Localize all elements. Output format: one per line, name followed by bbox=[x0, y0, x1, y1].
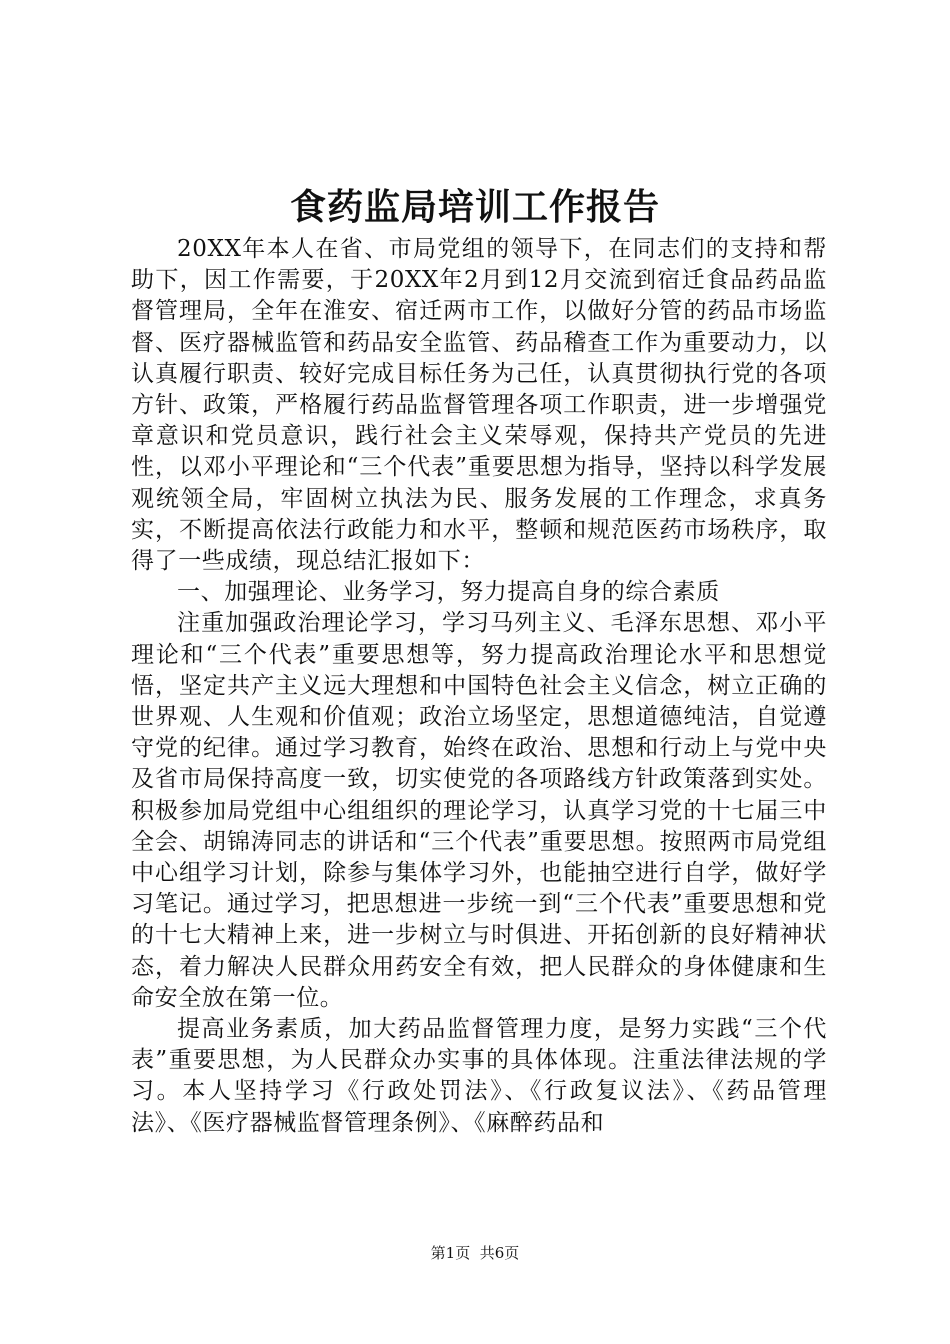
document-body bbox=[131, 234, 827, 1139]
document-title: 食药监局培训工作报告 bbox=[289, 186, 660, 228]
paragraph-political-study: 注重加强政治理论学习，学习马列主义、毛泽东思想、邓小平理论和“三个代表”重要思想等，努力提高政治理论水平和思想觉悟，坚定共产主义远大理想和中国特色社会主义信念，树立正确的世界观、人生观和价值观；政治立场坚定，思想道德纯洁，自觉遵守党的纪律。通过学习教育，始终在政治、思想和行动上与党中央及省市局保持高度一致，切实使党的各项路线方针政策落到实处。积极参加局党组中心组组织的理论学习，认真学习党的十七届三中全会、胡锦涛同志的讲话和“三个代表”重要思想。按照两市局党组中心组学习计划，除参与集体学习外，也能抽空进行自学，做好学习笔记。通过学习，把思想进一步统一到“三个代表”重要思想和党的十七大精神上来，进一步树立与时俱进、开拓创新的良好精神状态，着力解决人民群众用药安全有效，把人民群众的身体健康和生命安全放在第一位。 bbox=[131, 610, 827, 1011]
page-total: 共6页 bbox=[479, 1244, 520, 1262]
paragraph-intro: 20XX年本人在省、市局党组的领导下，在同志们的支持和帮助下，因工作需要，于20XX年2月到12月交流到宿迁食品药品监督管理局，全年在淮安、宿迁两市工作，以做好分管的药品市场监督、医疗器械监管和药品安全监管、药品稽查工作为重要动力，以认真履行职责、较好完成目标任务为己任，认真贯彻执行党的各项方针、政策，严格履行药品监督管理各项工作职责，进一步增强党章意识和党员意识，践行社会主义荣辱观，保持共产党员的先进性，以邓小平理论和“三个代表”重要思想为指导，坚持以科学发展观统领全局，牢固树立执法为民、服务发展的工作理念，求真务实，不断提高依法行政能力和水平，整顿和规范医药市场秩序，取得了一些成绩，现总结汇报如下： bbox=[131, 236, 827, 575]
section-heading-1: 一、加强理论、业务学习，努力提高自身的综合素质 bbox=[177, 579, 720, 606]
page-number: 第1页 bbox=[430, 1244, 471, 1262]
page-footer bbox=[0, 1243, 950, 1263]
paragraph-business-study: 提高业务素质，加大药品监督管理力度，是努力实践“三个代表”重要思想，为人民群众办实事的具体体现。注重法律法规的学习。本人坚持学习《行政处罚法》、《行政复议法》、《药品管理法》、《医疗器械监督管理条例》、《麻醉药品和 bbox=[131, 1016, 827, 1136]
